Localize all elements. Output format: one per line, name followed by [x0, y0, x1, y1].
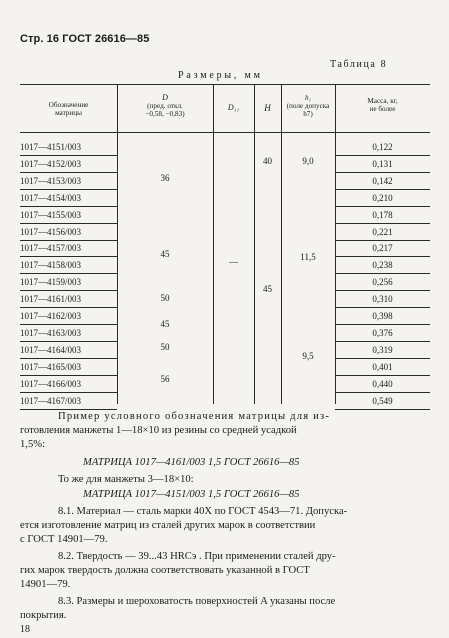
clause-8-2: 14901—79. [20, 579, 71, 590]
row-rule [335, 189, 430, 190]
table-top-border [20, 84, 430, 85]
row-designation: 1017—4152/003 [20, 158, 82, 169]
row-designation: 1017—4161/003 [20, 294, 82, 305]
row-rule [20, 256, 117, 257]
example-para: 1,5%: [20, 439, 46, 450]
row-rule [335, 273, 430, 274]
row-designation: 1017—4166/003 [20, 378, 82, 389]
row-mass: 0,398 [372, 311, 393, 321]
D1-value: — [229, 257, 238, 267]
example-para: готовления манжеты 1—18×10 из резины со средней усадкой [20, 425, 297, 436]
second-example: То же для манжеты 3—18×10: [58, 474, 194, 485]
row-mass: 0,376 [372, 327, 393, 338]
row-rule [335, 240, 430, 241]
row-rule [335, 290, 430, 291]
row-rule [20, 189, 117, 190]
page-header: Стр. 16 ГОСТ 26616—85 [20, 33, 150, 45]
row-designation: 1017—4158/003 [20, 260, 82, 271]
col-divider [213, 84, 214, 404]
row-rule [335, 392, 430, 393]
row-rule [335, 375, 430, 376]
row-rule [335, 409, 430, 410]
row-mass: 0,401 [372, 361, 393, 372]
clause-8-1: 8.1. Материал — сталь марки 40Х по ГОСТ 4543—71. Допуска- [58, 506, 348, 517]
clause-8-2: 8.2. Твердость — 39...43 HRCэ . При применении сталей дру- [58, 551, 336, 562]
row-designation: 1017—4157/003 [20, 243, 82, 254]
row-rule [20, 223, 117, 224]
row-rule [335, 223, 430, 224]
col-divider [117, 84, 118, 404]
row-mass: 0,440 [372, 378, 393, 389]
row-rule [335, 341, 430, 342]
table-label: Таблица 8 [330, 59, 388, 70]
row-mass: 0,256 [372, 277, 393, 288]
designation-example: МАТРИЦА 1017—4161/003 1,5 ГОСТ 26616—85 [83, 457, 300, 468]
table-header-border [20, 132, 430, 133]
row-mass: 0,310 [372, 294, 393, 305]
row-rule [335, 324, 430, 325]
table-units: Размеры, мм [178, 70, 263, 81]
row-mass: 0,122 [372, 142, 393, 152]
page-number: 18 [20, 624, 30, 635]
row-rule [20, 307, 117, 308]
row-designation: 1017—4162/003 [20, 311, 82, 321]
row-rule [20, 155, 117, 156]
row-designation: 1017—4153/003 [20, 175, 82, 186]
row-mass: 0,142 [372, 175, 393, 186]
h1-value: 9,0 [302, 156, 314, 166]
row-designation: 1017—4151/003 [20, 142, 82, 152]
col-header-designation: Обозначение матрицы [48, 101, 89, 117]
row-rule [20, 341, 117, 342]
D-value: 50 [160, 342, 170, 352]
H-value: 45 [263, 284, 272, 294]
H-value: 40 [263, 156, 272, 166]
row-mass: 0,238 [372, 260, 393, 271]
clause-8-1: с ГОСТ 14901—79. [20, 534, 108, 545]
row-mass: 0,178 [372, 209, 393, 220]
row-mass: 0,131 [372, 158, 393, 169]
row-rule [335, 155, 430, 156]
row-mass: 0,319 [372, 344, 393, 355]
row-designation: 1017—4167/003 [20, 395, 82, 406]
clause-8-2: гих марок твердость должна соответствовать указанной в ГОСТ [20, 565, 310, 576]
col-header-h1: h₁ (поле допуска h7) [286, 94, 330, 118]
row-mass: 0,217 [372, 243, 393, 254]
D-value: 56 [160, 374, 170, 384]
row-rule [335, 307, 430, 308]
col-header-D1: D₁₁ [227, 103, 240, 112]
col-header-H: H [264, 103, 271, 113]
row-rule [20, 273, 117, 274]
row-rule [20, 290, 117, 291]
row-rule [335, 256, 430, 257]
row-rule [20, 392, 117, 393]
row-rule [20, 240, 117, 241]
row-designation: 1017—4154/003 [20, 192, 82, 203]
clause-8-3: покрытия. [20, 610, 67, 621]
row-mass: 0,221 [372, 226, 393, 237]
row-rule [335, 358, 430, 359]
row-rule [20, 206, 117, 207]
D-value: 45 [160, 319, 170, 329]
row-mass: 0,549 [372, 395, 393, 406]
D-value: 36 [160, 173, 170, 183]
row-designation: 1017—4165/003 [20, 361, 82, 372]
col-header-mass: Масса, кг, не более [367, 97, 398, 113]
col-divider [254, 84, 255, 404]
row-rule [335, 206, 430, 207]
h1-value: 11,5 [300, 252, 316, 262]
example-para: Пример условного обозначения матрицы для из- [58, 411, 331, 422]
col-header-D: D (пред. откл. −0,58, −0,83) [145, 93, 185, 118]
row-rule [335, 172, 430, 173]
row-rule [20, 172, 117, 173]
row-designation: 1017—4159/003 [20, 277, 82, 288]
D-value: 45 [160, 249, 170, 259]
clause-8-1: ется изготовление матриц из сталей других марок в соответствии [20, 520, 316, 531]
row-mass: 0,210 [372, 192, 393, 203]
row-designation: 1017—4164/003 [20, 344, 82, 355]
row-rule [20, 358, 117, 359]
row-designation: 1017—4155/003 [20, 209, 82, 220]
clause-8-3: 8.3. Размеры и шероховатость поверхностей A указаны после [58, 596, 336, 607]
row-designation: 1017—4156/003 [20, 226, 82, 237]
row-rule [20, 375, 117, 376]
D-value: 50 [160, 293, 170, 303]
h1-value: 9,5 [302, 351, 314, 361]
designation-example: МАТРИЦА 1017—4151/003 1,5 ГОСТ 26616—85 [83, 489, 300, 500]
row-designation: 1017—4163/003 [20, 327, 82, 338]
row-rule [20, 324, 117, 325]
